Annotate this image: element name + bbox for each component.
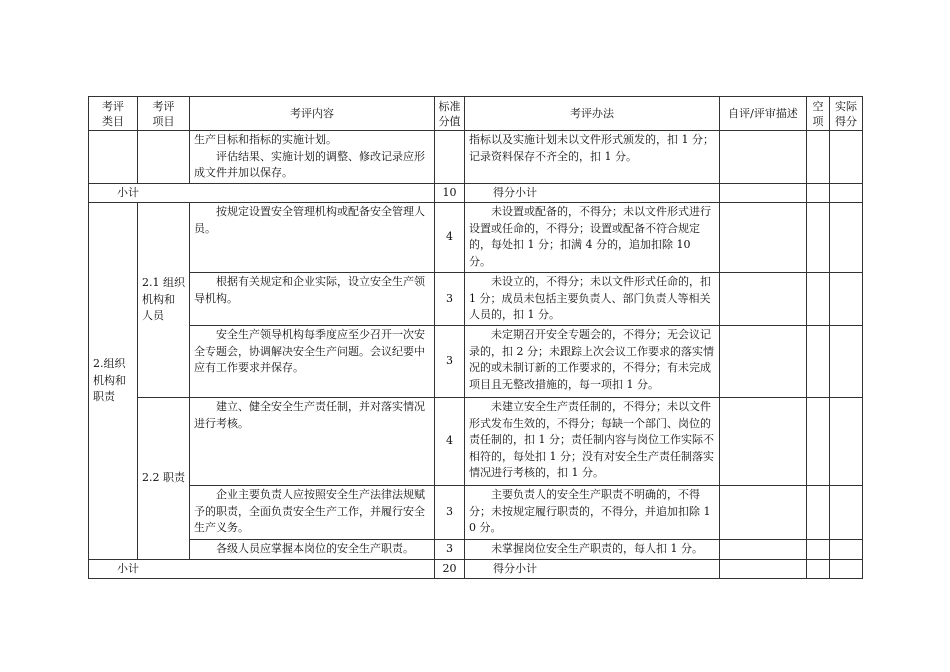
table-row	[89, 398, 863, 486]
self-review-cell	[720, 131, 807, 184]
self-review-cell	[720, 398, 807, 486]
category-cell: 2.组织机构和职责	[89, 203, 138, 560]
actual-cell	[830, 183, 863, 203]
score-cell: 3	[435, 540, 465, 560]
header-row	[89, 97, 863, 131]
subtotal-row	[89, 183, 863, 203]
table-row	[89, 131, 863, 184]
actual-cell	[830, 273, 863, 326]
actual-cell	[830, 486, 863, 540]
header-score: 标准 分值	[435, 97, 465, 131]
content-cell: 根据有关规定和企业实际，设立安全生产领导机构。	[190, 273, 435, 326]
empty-cell	[807, 273, 830, 326]
header-item: 考评 项目	[138, 97, 190, 131]
empty-cell	[807, 559, 830, 579]
content-cell: 安全生产领导机构每季度应至少召开一次安全专题会，协调解决安全生产问题。会议纪要中应有工作要求并保存。	[190, 326, 435, 398]
self-review-cell	[720, 183, 807, 203]
table-row	[89, 326, 863, 398]
item-cell: 2.1 组织机构和人员	[138, 203, 190, 398]
subtotal-score: 20	[435, 559, 465, 579]
empty-cell	[807, 398, 830, 486]
content-cell: 企业主要负责人应按照安全生产法律法规赋予的职责，全面负责安全生产工作，并履行安全生产义务。	[190, 486, 435, 540]
score-cell: 3	[435, 326, 465, 398]
method-cell: 指标以及实施计划未以文件形式颁发的，扣 1 分；记录资料保存不齐全的，扣 1 分。	[465, 131, 720, 184]
header-empty: 空 项	[807, 97, 830, 131]
method-cell: 主要负责人的安全生产职责不明确的，不得分；未按规定履行职责的，不得分，并追加扣除 10 分。	[465, 486, 720, 540]
content-cell: 生产目标和指标的实施计划。 评估结果、实施计划的调整、修改记录应形成文件并加以保存。	[190, 131, 435, 184]
method-cell: 未设立的，不得分；未以文件形式任命的，扣 1 分；成员未包括主要负责人、部门负责人等相关人员的，扣 1 分。	[465, 273, 720, 326]
actual-cell	[830, 131, 863, 184]
empty-cell	[807, 486, 830, 540]
table-row	[89, 540, 863, 560]
actual-cell	[830, 326, 863, 398]
table-row	[89, 203, 863, 273]
self-review-cell	[720, 486, 807, 540]
empty-cell	[807, 326, 830, 398]
self-review-cell	[720, 540, 807, 560]
actual-cell	[830, 203, 863, 273]
table-row	[89, 486, 863, 540]
subtotal-label: 小计	[89, 183, 435, 203]
subtotal-row	[89, 559, 863, 579]
item-cell: 2.2 职责	[138, 398, 190, 560]
item-cell	[138, 131, 190, 184]
self-review-cell	[720, 203, 807, 273]
subtotal-label: 小计	[89, 559, 435, 579]
subtotal-method: 得分小计	[465, 183, 720, 203]
score-cell: 4	[435, 203, 465, 273]
score-cell: 3	[435, 486, 465, 540]
header-self-review: 自评/评审描述	[720, 97, 807, 131]
method-cell: 未设置或配备的，不得分；未以文件形式进行设置或任命的，不得分；设置或配备不符合规定的，每处扣 1 分；扣满 4 分的，追加扣除 10 分。	[465, 203, 720, 273]
header-method: 考评办法	[465, 97, 720, 131]
empty-cell	[807, 183, 830, 203]
subtotal-score: 10	[435, 183, 465, 203]
table-row	[89, 273, 863, 326]
actual-cell	[830, 559, 863, 579]
self-review-cell	[720, 273, 807, 326]
actual-cell	[830, 398, 863, 486]
method-cell: 未掌握岗位安全生产职责的，每人扣 1 分。	[465, 540, 720, 560]
method-cell: 未定期召开安全专题会的，不得分；无会议记录的，扣 2 分；未跟踪上次会议工作要求的落实情况的或未制订新的工作要求的，不得分；有未完成项目且无整改措施的，每一项扣 1 分。	[465, 326, 720, 398]
empty-cell	[807, 540, 830, 560]
score-cell: 4	[435, 398, 465, 486]
actual-cell	[830, 540, 863, 560]
self-review-cell	[720, 559, 807, 579]
content-cell: 按规定设置安全管理机构或配备安全管理人员。	[190, 203, 435, 273]
evaluation-table	[88, 96, 863, 579]
method-cell: 未建立安全生产责任制的，不得分；未以文件形式发布生效的，不得分；每缺一个部门、岗位的责任制的，扣 1 分；责任制内容与岗位工作实际不相符的，每处扣 1 分；没有对安全生产责任制落实情况进行考核的，扣 1 分。	[465, 398, 720, 486]
content-cell: 各级人员应掌握本岗位的安全生产职责。	[190, 540, 435, 560]
header-category: 考评 类目	[89, 97, 138, 131]
score-cell: 3	[435, 273, 465, 326]
subtotal-method: 得分小计	[465, 559, 720, 579]
self-review-cell	[720, 326, 807, 398]
header-content: 考评内容	[190, 97, 435, 131]
empty-cell	[807, 131, 830, 184]
empty-cell	[807, 203, 830, 273]
content-cell: 建立、健全安全生产责任制，并对落实情况进行考核。	[190, 398, 435, 486]
score-cell	[435, 131, 465, 184]
category-cell	[89, 131, 138, 184]
header-actual: 实际 得分	[830, 97, 863, 131]
